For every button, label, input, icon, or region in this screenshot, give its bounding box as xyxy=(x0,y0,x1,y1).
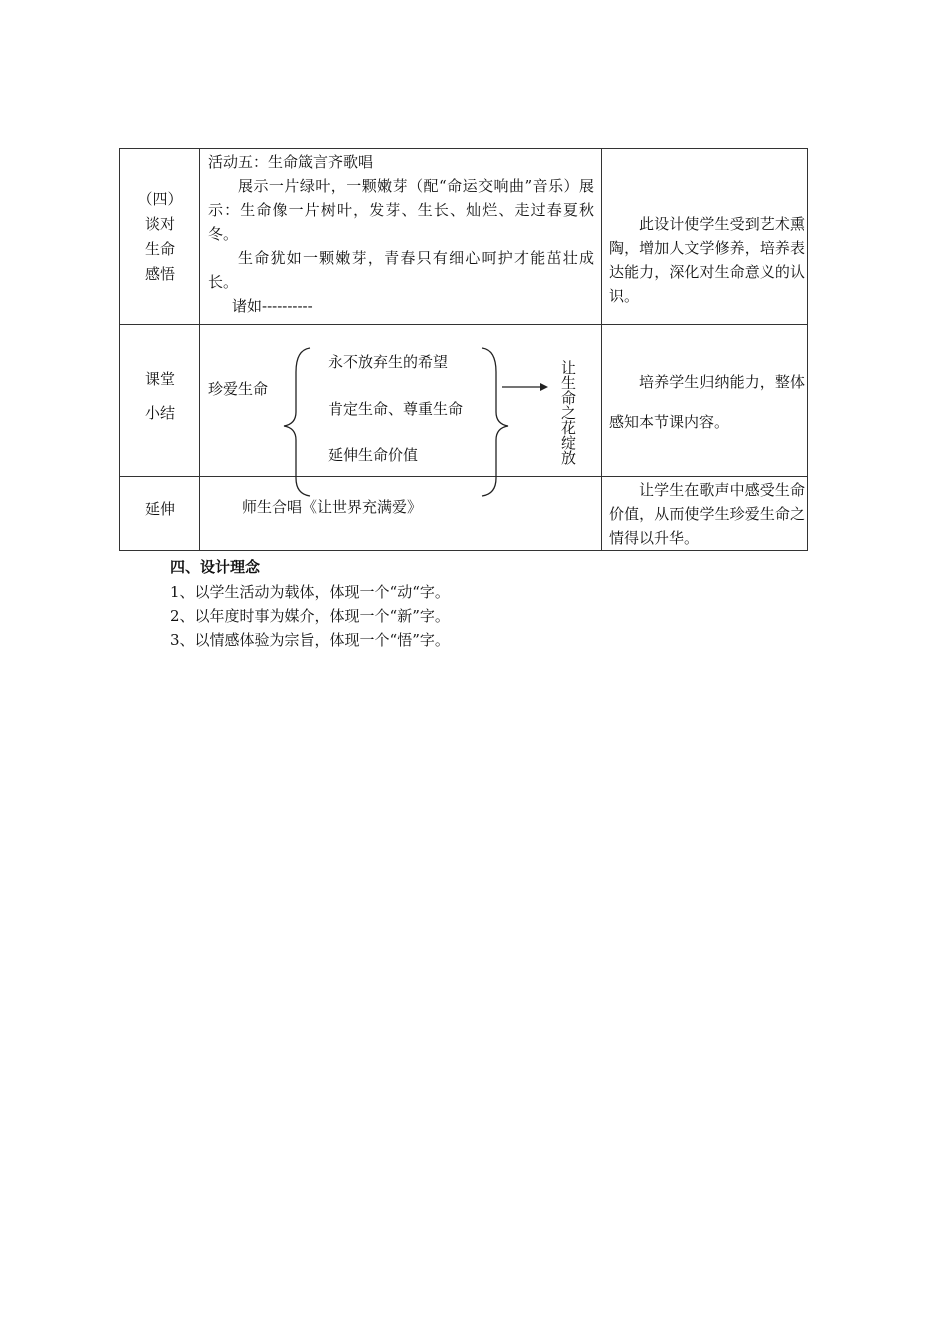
lesson-plan-table xyxy=(119,148,808,551)
design-concept-list xyxy=(170,580,450,652)
list-item: 3、以情感体验为宗旨，体现一个“悟”字。 xyxy=(170,631,450,649)
row-divider xyxy=(120,324,807,325)
stage-line: （四） xyxy=(137,190,183,208)
right-brace-icon xyxy=(482,348,508,496)
summary-branch: 延伸生命价值 xyxy=(328,446,419,464)
activity-cell xyxy=(208,150,594,318)
summary-root: 珍爱生命 xyxy=(208,380,269,398)
design-note: 此设计使学生受到艺术熏陶，增加人文学修养，培养表达能力，深化对生命意义的认识。 xyxy=(609,215,805,305)
stage-label-extension xyxy=(120,497,200,521)
left-brace-icon xyxy=(284,348,310,496)
activity-paragraph: 生命犹如一颗嫩芽，青春只有细心呵护才能茁壮成长。 xyxy=(208,249,594,291)
stage-label-summary xyxy=(120,362,200,430)
activity-paragraph: 诸如---------- xyxy=(232,297,313,315)
stage-line: 小结 xyxy=(144,404,175,422)
activity-title: 活动五：生命箴言齐歌唱 xyxy=(208,153,374,171)
design-note: 培养学生归纳能力，整体感知本节课内容。 xyxy=(609,373,805,431)
stage-line: 生命 xyxy=(144,240,175,258)
section-title: 四、设计理念 xyxy=(170,558,261,576)
stage-label-reflection xyxy=(120,187,200,287)
list-item: 2、以年度时事为媒介，体现一个“新”字。 xyxy=(170,607,450,625)
extension-activity: 师生合唱《让世界充满爱》 xyxy=(242,498,423,516)
design-note: 让学生在歌声中感受生命价值，从而使学生珍爱生命之情得以升华。 xyxy=(609,481,805,547)
activity-paragraph: 展示一片绿叶，一颗嫩芽（配“命运交响曲”音乐）展示：生命像一片树叶，发芽、生长、灿烂、走过春夏秋冬。 xyxy=(208,177,594,243)
arrow-icon xyxy=(500,379,550,395)
column-divider xyxy=(601,149,602,550)
stage-line: 延伸 xyxy=(144,500,175,518)
list-item: 1、以学生活动为载体，体现一个“动“字。 xyxy=(170,583,450,601)
stage-line: 谈对 xyxy=(144,215,175,233)
stage-line: 感悟 xyxy=(144,265,175,283)
stage-line: 课堂 xyxy=(144,370,175,388)
summary-branch: 肯定生命、尊重生命 xyxy=(328,400,464,418)
summary-branch: 永不放弃生的希望 xyxy=(328,353,449,371)
summary-conclusion: 让生命之花绽放 xyxy=(559,360,577,465)
